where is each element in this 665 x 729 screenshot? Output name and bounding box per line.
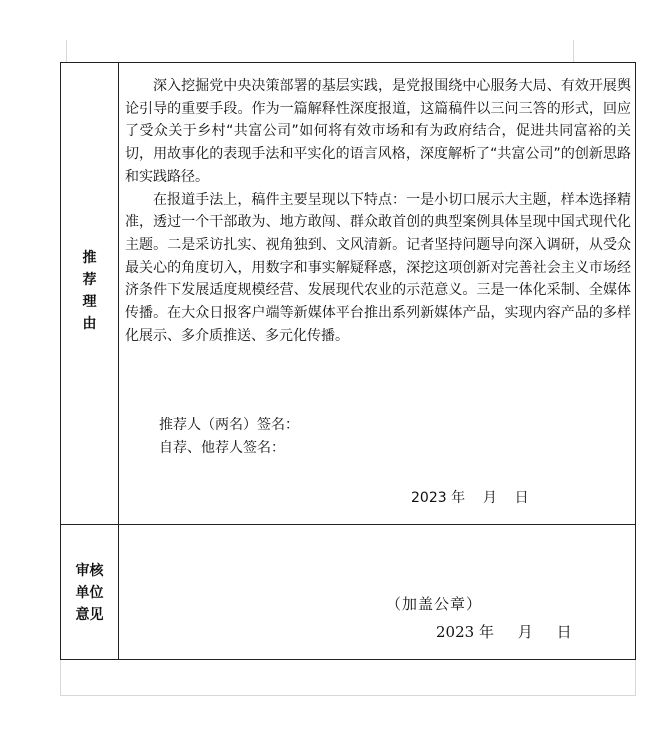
column-divider bbox=[118, 63, 119, 659]
recommendation-label: 推 荐 理 由 bbox=[82, 250, 97, 332]
page-guide-bottom bbox=[60, 695, 636, 696]
page-guide-top-right bbox=[573, 40, 574, 62]
paragraph-1: 深入挖掘党中央决策部署的基层实践，是党报围绕中心服务大局、有效开展舆论引导的重要手段。作为一篇解释性深度报道，这篇稿件以三问三答的形式，回应了受众关于乡村“共富公司”如何将有效市场和有为政府结合，促进共同富裕的关切，用故事化的表现手法和平实化的语言风格，深度解析了“共富公司”的创新思路和实践路径。 bbox=[125, 78, 631, 185]
form-table bbox=[60, 62, 636, 660]
recommender-signature: 推荐人（两名）签名： bbox=[159, 417, 299, 433]
paragraph-2: 在报道手法上，稿件主要呈现以下特点：一是小切口展示大主题，样本选择精准，透过一个干部敢为、地方敢闯、群众敢首创的典型案例具体呈现中国式现代化主题。二是采访扎实、视角独到、文风清新。记者坚持问题导向深入调研，从受众最关心的角度切入，用数字和事实解疑释惑，深挖这项创新对完善社会主义市场经济条件下发展适度规模经营、发展现代农业的示范意义。三是一体化采制、全媒体传播。在大众日报客户端等新媒体平台推出系列新媒体产品，实现内容产品的多样化展示、多介质推送、多元化传播。 bbox=[125, 191, 631, 344]
page-guide-bottom-right bbox=[635, 660, 636, 696]
review-label: 审核 单位 意见 bbox=[75, 563, 104, 623]
page-guide-top-left bbox=[66, 40, 67, 62]
self-recommender-signature: 自荐、他荐人签名： bbox=[159, 440, 285, 456]
recommendation-date: 2023 年 月 日 bbox=[411, 490, 529, 506]
official-seal-note: （加盖公章） bbox=[386, 595, 483, 613]
recommendation-body bbox=[125, 75, 631, 347]
row-divider bbox=[61, 524, 635, 525]
review-date: 2023 年 月 日 bbox=[436, 623, 572, 641]
page-guide-bottom-left bbox=[60, 660, 61, 696]
